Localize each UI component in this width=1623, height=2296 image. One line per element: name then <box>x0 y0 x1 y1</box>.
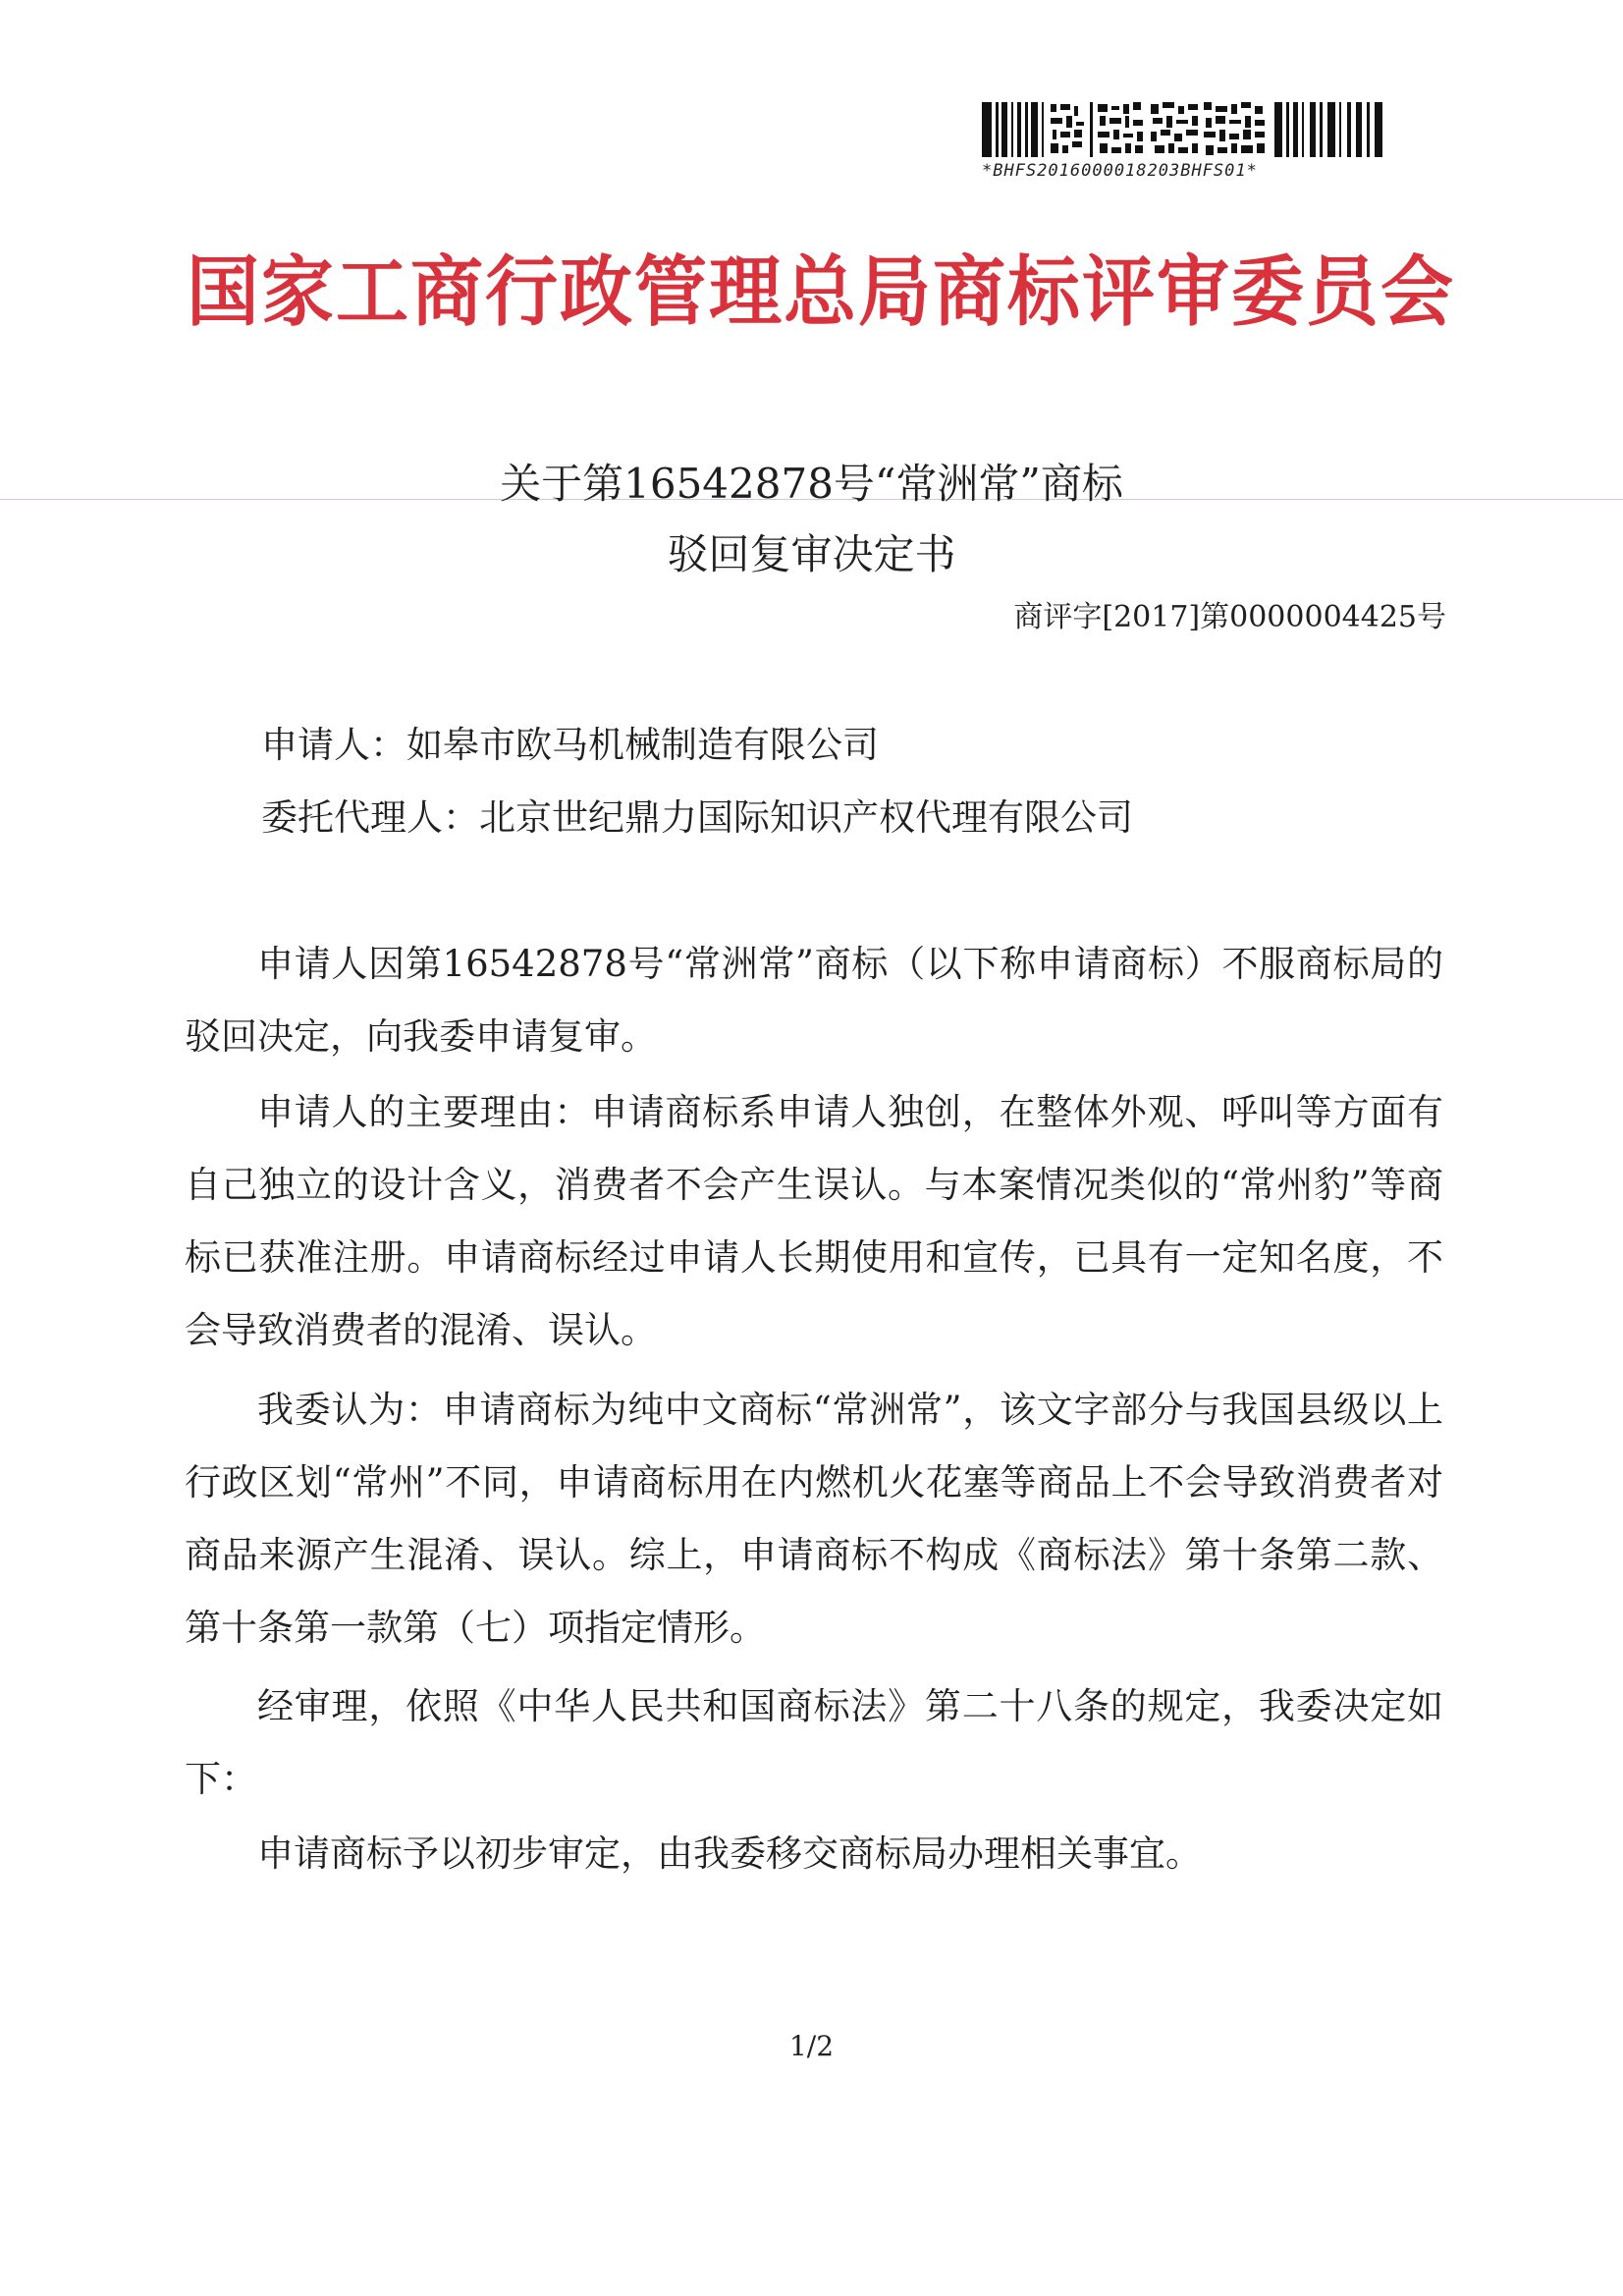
paragraph-text: 申请人因第16542878号“常洲常”商标（以下称申请商标）不服商标局的驳回决定，向我委申请复审。 <box>185 943 1443 1058</box>
document-title-line2: 驳回复审决定书 <box>667 530 956 578</box>
barcode-graphic <box>982 102 1384 157</box>
body-paragraph-2 <box>185 1076 1443 1370</box>
body-paragraph-1 <box>185 928 1443 1076</box>
issuing-authority-title: 国家工商行政管理总局商标评审委员会 <box>187 247 1455 338</box>
paragraph-text: 经审理，依照《中华人民共和国商标法》第二十八条的规定，我委决定如下： <box>185 1685 1443 1800</box>
applicant-line: 申请人：如皋市欧马机械制造有限公司 <box>261 724 879 766</box>
barcode <box>982 102 1394 181</box>
body-paragraph-3 <box>185 1374 1443 1667</box>
page-number: 1/2 <box>788 2030 835 2062</box>
reference-number: 商评字[2017]第0000004425号 <box>1013 600 1446 634</box>
barcode-number: *BHFS2016000018203BHFS01* <box>982 161 1258 181</box>
body-paragraph-4 <box>185 1670 1443 1819</box>
paragraph-text: 我委认为：申请商标为纯中文商标“常洲常”，该文字部分与我国县级以上行政区划“常州”不同，申请商标用在内燃机火花塞等商品上不会导致消费者对商品来源产生混淆、误认。综上，申请商标不构成《商标法》第十条第二款、第十条第一款第（七）项指定情形。 <box>185 1389 1443 1649</box>
body-paragraph-5 <box>185 1818 1443 1893</box>
paragraph-text: 申请商标予以初步审定，由我委移交商标局办理相关事宜。 <box>257 1832 1202 1875</box>
paragraph-text: 申请人的主要理由：申请商标系申请人独创，在整体外观、呼叫等方面有自己独立的设计含义，消费者不会产生误认。与本案情况类似的“常州豹”等商标已获准注册。申请商标经过申请人长期使用和宣传，已具有一定知名度，不会导致消费者的混淆、误认。 <box>185 1091 1443 1351</box>
document-title-line1: 关于第16542878号“常洲常”商标 <box>500 460 1123 508</box>
agent-line: 委托代理人：北京世纪鼎力国际知识产权代理有限公司 <box>261 796 1133 839</box>
